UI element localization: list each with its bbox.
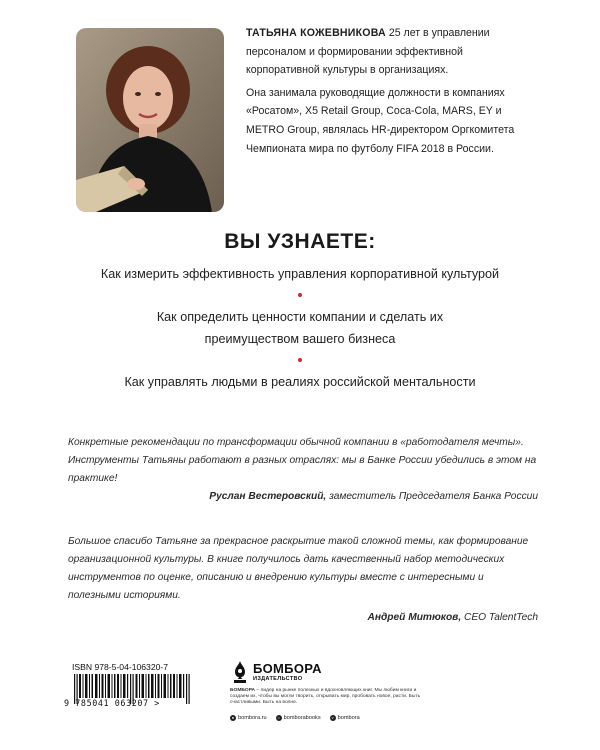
isbn-label: ISBN 978-5-04-106320-7: [72, 662, 169, 672]
vk-icon: v: [331, 715, 334, 720]
quote-author-role: заместитель Председателя Банка России: [326, 491, 538, 502]
author-bio-intro: [246, 24, 531, 80]
learn-item: Как определить ценности компании и сделать их преимуществом вашего бизнеса: [156, 310, 444, 346]
quote-text: Большое спасибо Татьяне за прекрасное раскрытие такой сложной темы, как формирование организационной культуры. В книге получилось дать качественный набор методических инструментов по оценке, описанию и внедрению культуры вместе с интересными и полезными историями.: [68, 536, 529, 601]
publisher-name: БОМБОРА: [253, 661, 322, 676]
publisher-socials: [230, 715, 360, 721]
red-bullet-icon: [298, 358, 302, 362]
social-label: bomborabooks: [283, 715, 321, 721]
publisher-desc-brand: БОМБОРА: [230, 688, 256, 693]
barcode-digits: 9 785041 063207 >: [64, 698, 160, 708]
social-label: bombora.ru: [238, 715, 267, 721]
learn-item: Как управлять людьми в реалиях российской ментальности: [124, 375, 476, 389]
testimonial-quote: [68, 434, 538, 506]
social-vk[interactable]: [330, 715, 360, 721]
quote-author-name: Руслан Вестеровский,: [209, 491, 327, 502]
globe-icon: ●: [231, 715, 235, 720]
quote-attribution: [68, 609, 538, 627]
learn-heading: ВЫ УЗНАЕТЕ:: [224, 230, 376, 253]
red-bullet-icon: [298, 293, 302, 297]
instagram-icon: ○: [277, 715, 280, 720]
social-label: bombora: [337, 715, 360, 721]
social-instagram[interactable]: [276, 715, 321, 721]
testimonial-quote: [68, 533, 538, 627]
author-bio-intro-text: 25 лет в управлении персоналом и формировании эффективной корпоративной культуры в организациях.: [246, 27, 490, 77]
author-portrait: [76, 28, 224, 212]
learn-item: Как измерить эффективность управления корпоративной культурой: [100, 267, 500, 281]
author-bio: [246, 24, 531, 158]
author-photo-image: [76, 28, 224, 212]
publisher-desc-text: – лидер на рынке полезных и вдохновляющих книг. Мы любим книги и создаем их, чтобы вы могли творить, открывать мир, пробовать новое, расти. Быть счастливыми. Быть на волне.: [230, 688, 421, 706]
publisher-subtitle: ИЗДАТЕЛЬСТВО: [253, 676, 303, 682]
quote-attribution: [68, 488, 538, 506]
learn-list: [40, 263, 560, 393]
quote-author-name: Андрей Митюков,: [367, 612, 462, 623]
publisher-description: [230, 688, 435, 707]
publisher-logo-icon: [230, 660, 250, 684]
social-website[interactable]: [230, 715, 267, 721]
author-bio-career: Она занимала руководящие должности в компаниях «Росатом», X5 Retail Group, Coca-Cola, MARS, EY и METRO Group, являлась HR-директором Оргкомитета Чемпионата мира по футболу FIFA 2018 в России.: [246, 86, 515, 155]
quote-text: Конкретные рекомендации по трансформации обычной компании в «работодателя мечты». Инструменты Татьяны работают в разных отраслях: мы в Банке России убедились в этом на практике!: [68, 437, 537, 484]
author-name: ТАТЬЯНА КОЖЕВНИКОВА: [246, 27, 386, 39]
quote-author-role: CEO TalentTech: [461, 612, 538, 623]
